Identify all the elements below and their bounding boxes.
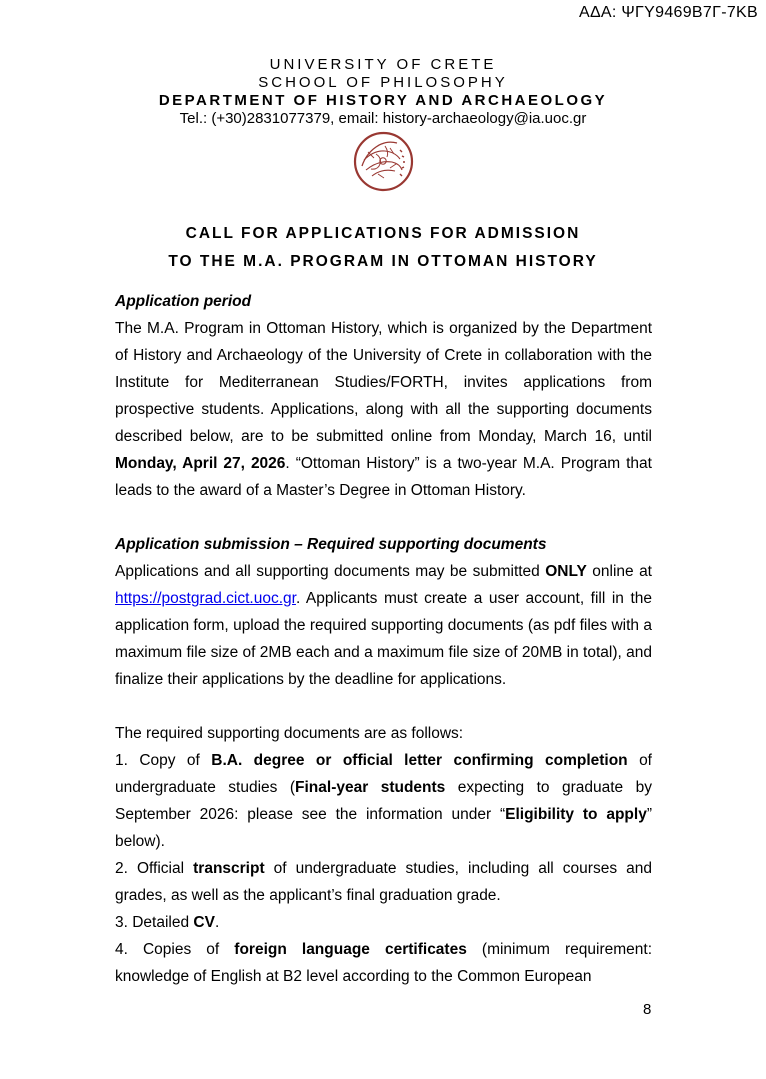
paragraph	[115, 855, 652, 909]
department-name: DEPARTMENT OF HISTORY AND ARCHAEOLOGY	[158, 92, 608, 109]
text-run: of undergraduate studies (	[115, 752, 652, 796]
text-run: online at	[586, 563, 652, 580]
university-name: UNIVERSITY OF CRETE	[269, 56, 497, 73]
paragraph-spacer	[115, 693, 652, 720]
page-number: 8	[643, 1001, 652, 1018]
text-run: 1. Copy of	[115, 752, 212, 769]
document-body	[115, 288, 652, 990]
school-name: SCHOOL OF PHILOSOPHY	[258, 74, 508, 91]
paragraph	[115, 315, 652, 504]
section-heading: Application submission – Required supporting documents	[115, 536, 547, 553]
paragraph	[115, 936, 652, 990]
text-run: The M.A. Program in Ottoman History, which is organized by the Department of History and Archaeology of the University of Crete in collaboration with the Institute for Mediterranean Studies/FORTH, invites applications from prospective students. Applications, along with all the supporting documents described below, are to be submitted online from Monday, March 16, until	[115, 320, 652, 445]
paragraph	[115, 558, 652, 693]
text-run: The required supporting documents are as follows:	[115, 725, 464, 742]
bold-text-run: Monday, April 27, 2026	[115, 455, 286, 472]
text-run: of undergraduate studies, including all courses and grades, as well as the applicant’s final graduation grade.	[115, 860, 652, 904]
text-run: .	[214, 914, 220, 931]
bold-text-run: Final-year students	[295, 779, 446, 796]
contact-line: Tel.: (+30)2831077379, email: history-archaeology@ia.uoc.gr	[179, 110, 587, 127]
document-title-line2: TO THE M.A. PROGRAM IN OTTOMAN HISTORY	[168, 253, 598, 270]
text-run: Applications and all supporting documents may be submitted	[115, 563, 546, 580]
bold-text-run: B.A. degree or official letter confirming completion	[211, 752, 628, 769]
paragraph	[115, 747, 652, 855]
paragraph-spacer	[115, 504, 652, 531]
paragraph	[115, 720, 652, 747]
ada-code: ΑΔΑ: ΨΓΥ9469Β7Γ-7ΚΒ	[578, 4, 758, 21]
paragraph	[115, 909, 652, 936]
section-heading: Application period	[115, 293, 252, 310]
text-run: . “Ottoman History” is a two-year M.A. Program that leads to the award of a Master’s Degree in Ottoman History.	[115, 455, 652, 499]
bold-text-run: transcript	[193, 860, 265, 877]
text-run: expecting to graduate by September 2026: please see the information under “	[115, 779, 652, 823]
text-run: 2. Official	[115, 860, 194, 877]
document-title	[0, 220, 766, 276]
bold-text-run: CV	[193, 914, 215, 931]
university-seal-icon	[352, 130, 415, 193]
bold-text-run: Eligibility to apply	[505, 806, 647, 823]
text-run: 3. Detailed	[115, 914, 194, 931]
document-title-line1: CALL FOR APPLICATIONS FOR ADMISSION	[185, 225, 581, 242]
text-run: 4. Copies of	[115, 941, 235, 958]
text-run: (minimum requirement: knowledge of English at B2 level according to the Common European	[115, 941, 653, 985]
text-run: . Applicants must create a user account, fill in the application form, upload the required supporting documents (as pdf files with a maximum file size of 2MB each and a maximum file size of 20MB in total), and finalize their applications by the deadline for applications.	[115, 590, 652, 688]
postgrad-portal-link[interactable]: https://postgrad.cict.uoc.gr	[115, 590, 296, 607]
bold-text-run: foreign language certificates	[234, 941, 467, 958]
text-run: ” below).	[115, 806, 652, 850]
bold-text-run: ONLY	[545, 563, 587, 580]
